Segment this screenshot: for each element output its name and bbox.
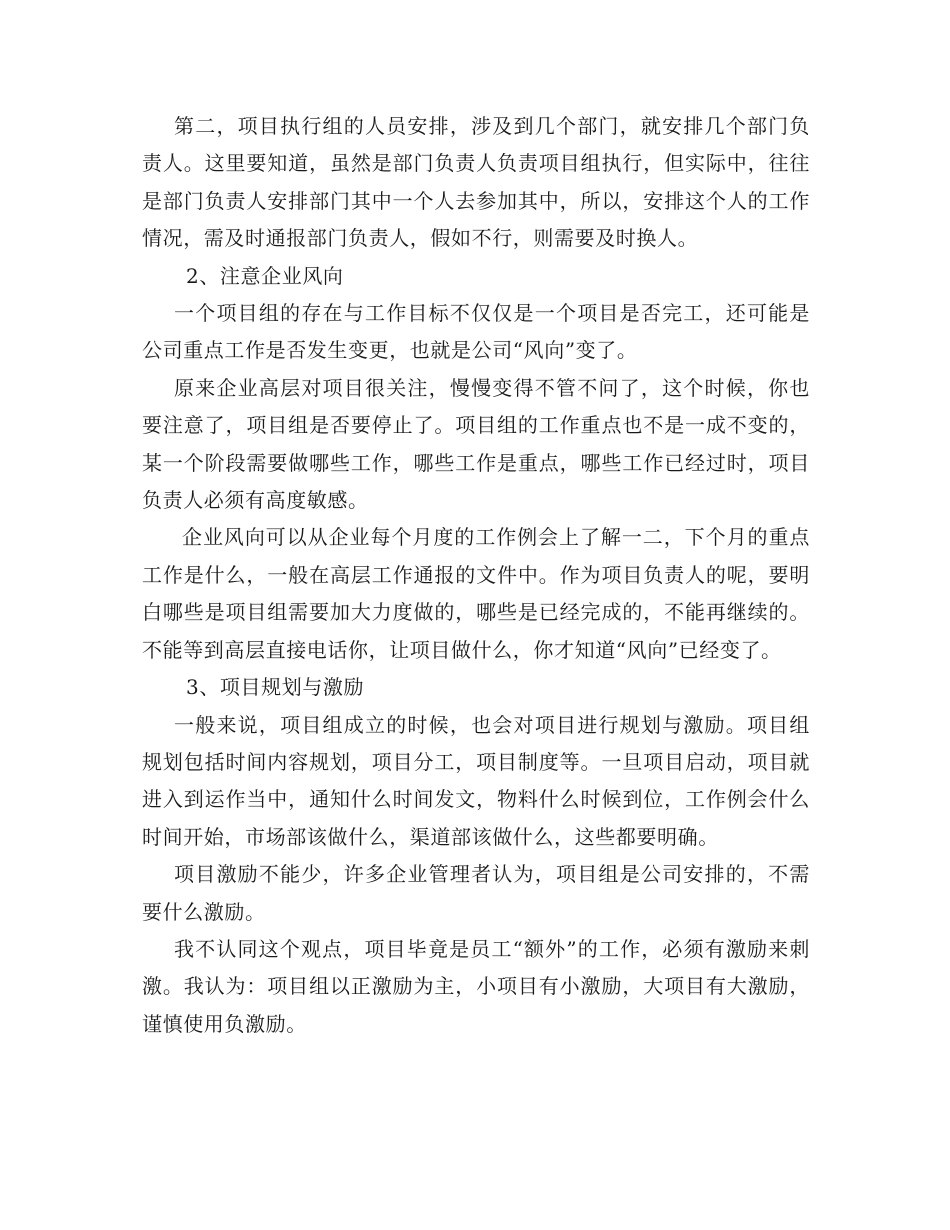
paragraph-author-opinion: 我不认同这个观点，项目毕竟是员工“额外”的工作，必须有激励来刺激。我认为：项目组以正激励为主，小项目有小激励，大项目有大激励，谨慎使用负激励。 (142, 936, 810, 1036)
paragraph-project-planning: 一般来说，项目组成立的时候，也会对项目进行规划与激励。项目组规划包括时间内容规划，项目分工，项目制度等。一旦项目启动，项目就进入到运作当中，通知什么时间发文，物料什么时候到位，工作例会什么时间开始，市场部该做什么，渠道部该做什么，这些都要明确。 (142, 712, 810, 849)
paragraph-management-attention: 原来企业高层对项目很关注，慢慢变得不管不问了，这个时候，你也要注意了，项目组是否要停止了。项目组的工作重点也不是一成不变的，某一个阶段需要做哪些工作，哪些工作是重点，哪些工作已经过时，项目负责人必须有高度敏感。 (142, 375, 810, 513)
paragraph-project-goal: 一个项目组的存在与工作目标不仅仅是一个项目是否完工，还可能是公司重点工作是否发生变更，也就是公司“风向”变了。 (142, 301, 810, 363)
document-body (142, 108, 810, 1043)
section-heading-planning-incentive: 3、项目规划与激励 (186, 675, 365, 700)
paragraph-monthly-meeting: 企业风向可以从企业每个月度的工作例会上了解一二，下个月的重点工作是什么，一般在高层工作通报的文件中。作为项目负责人的呢，要明白哪些是项目组需要加大力度做的，哪些是已经完成的，不能再继续的。不能等到高层直接电话你，让项目做什么，你才知道“风向”已经变了。 (142, 525, 810, 662)
paragraph-staffing: 第二，项目执行组的人员安排，涉及到几个部门，就安排几个部门负责人。这里要知道，虽然是部门负责人负责项目组执行，但实际中，往往是部门负责人安排部门其中一个人去参加其中，所以，安排这个人的工作情况，需及时通报部门负责人，假如不行，则需要及时换人。 (142, 114, 810, 251)
paragraph-incentive-needed: 项目激励不能少，许多企业管理者认为，项目组是公司安排的，不需要什么激励。 (142, 862, 810, 924)
section-heading-enterprise-direction: 2、注意企业风向 (186, 263, 344, 288)
